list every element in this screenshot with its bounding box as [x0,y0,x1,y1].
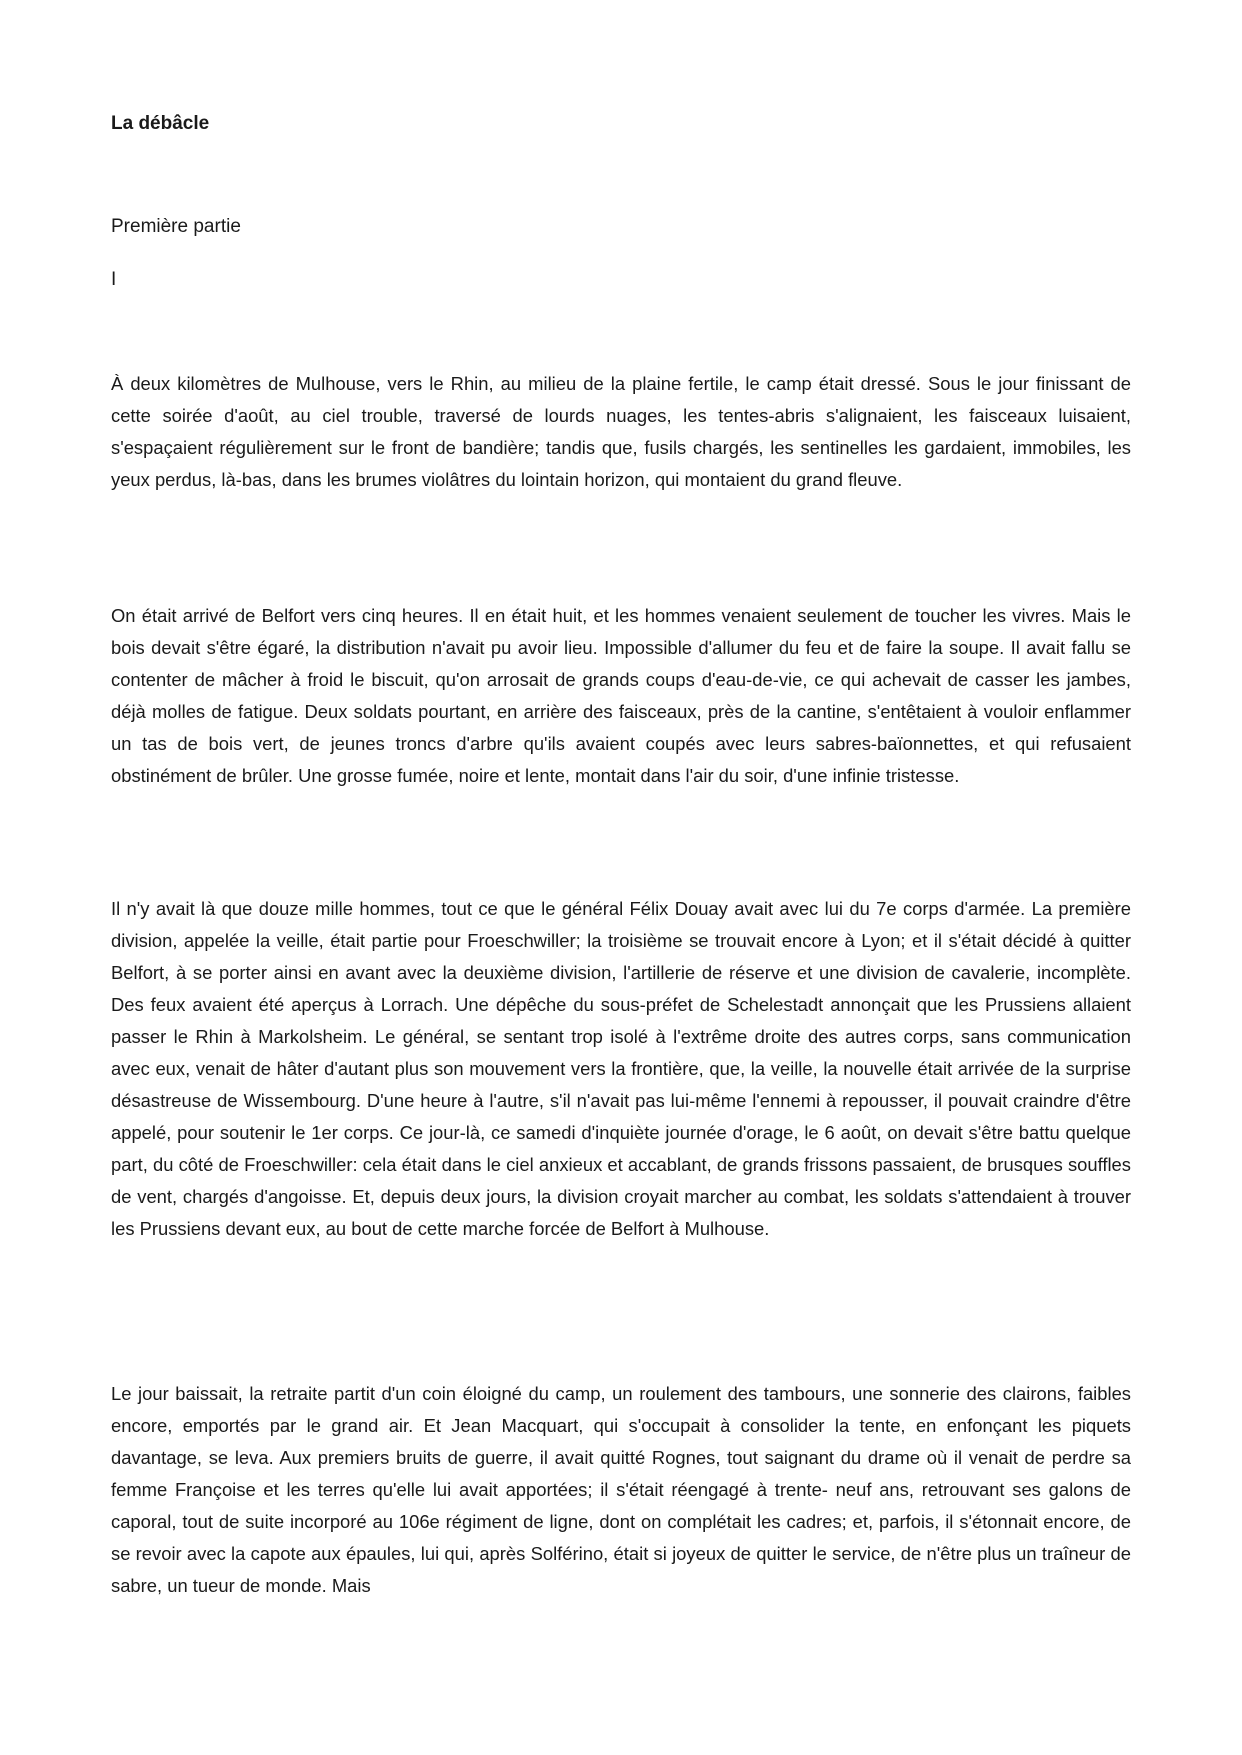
paragraph: À deux kilomètres de Mulhouse, vers le Rhin, au milieu de la plaine fertile, le camp était dressé. Sous le jour finissant de cette soirée d'août, au ciel trouble, traversé de lourds nuages, les tentes-abris s'alignaient, les faisceaux luisaient, s'espaçaient régulièrement sur le front de bandière; tandis que, fusils chargés, les sentinelles les gardaient, immobiles, les yeux perdus, là-bas, dans les brumes violâtres du lointain horizon, qui montaient du grand fleuve. [111,373,1131,490]
chapter-number: I [111,269,117,290]
paragraph: Il n'y avait là que douze mille hommes, tout ce que le général Félix Douay avait avec lui du 7e corps d'armée. La première division, appelée la veille, était partie pour Froeschwiller; la troisième se trouvait encore à Lyon; et il s'était décidé à quitter Belfort, à se porter ainsi en avant avec la deuxième division, l'artillerie de réserve et une division de cavalerie, incomplète. Des feux avaient été aperçus à Lorrach. Une dépêche du sous-préfet de Schelestadt annonçait que les Prussiens allaient passer le Rhin à Markolsheim. Le général, se sentant trop isolé à l'extrême droite des autres corps, sans communication avec eux, venait de hâter d'autant plus son mouvement vers la frontière, que, la veille, la nouvelle était arrivée de la surprise désastreuse de Wissembourg. D'une heure à l'autre, s'il n'avait pas lui-même l'ennemi à repousser, il pouvait craindre d'être appelé, pour soutenir le 1er corps. Ce jour-là, ce samedi d'inquiète journée d'orage, le 6 août, on devait s'être battu quelque part, du côté de Froeschwiller: cela était dans le ciel anxieux et accablant, de grands frissons passaient, de brusques souffles de vent, chargés d'angoisse. Et, depuis deux jours, la division croyait marcher au combat, les soldats s'attendaient à trouver les Prussiens devant eux, au bout de cette marche forcée de Belfort à Mulhouse. [111,898,1131,1239]
paragraph: On était arrivé de Belfort vers cinq heures. Il en était huit, et les hommes venaient seulement de toucher les vivres. Mais le bois devait s'être égaré, la distribution n'avait pu avoir lieu. Impossible d'allumer du feu et de faire la soupe. Il avait fallu se contenter de mâcher à froid le biscuit, qu'on arrosait de grands coups d'eau-de-vie, ce qui achevait de casser les jambes, déjà molles de fatigue. Deux soldats pourtant, en arrière des faisceaux, près de la cantine, s'entêtaient à vouloir enflammer un tas de bois vert, de jeunes troncs d'arbre qu'ils avaient coupés avec leurs sabres-baïonnettes, et qui refusaient obstinément de brûler. Une grosse fumée, noire et lente, montait dans l'air du soir, d'une infinie tristesse. [111,605,1131,786]
paragraph: Le jour baissait, la retraite partit d'un coin éloigné du camp, un roulement des tambours, une sonnerie des clairons, faibles encore, emportés par le grand air. Et Jean Macquart, qui s'occupait à consolider la tente, en enfonçant les piquets davantage, se leva. Aux premiers bruits de guerre, il avait quitté Rognes, tout saignant du drame où il venait de perdre sa femme Françoise et les terres qu'elle lui avait apportées; il s'était réengagé à trente- neuf ans, retrouvant ses galons de caporal, tout de suite incorporé au 106e régiment de ligne, dont on complétait les cadres; et, parfois, il s'étonnait encore, de se revoir avec la capote aux épaules, lui qui, après Solférino, était si joyeux de quitter le service, de n'être plus un traîneur de sabre, un tueur de monde. Mais [111,1383,1131,1596]
part-heading: Première partie [111,216,241,237]
document-title: La débâcle [111,113,210,134]
